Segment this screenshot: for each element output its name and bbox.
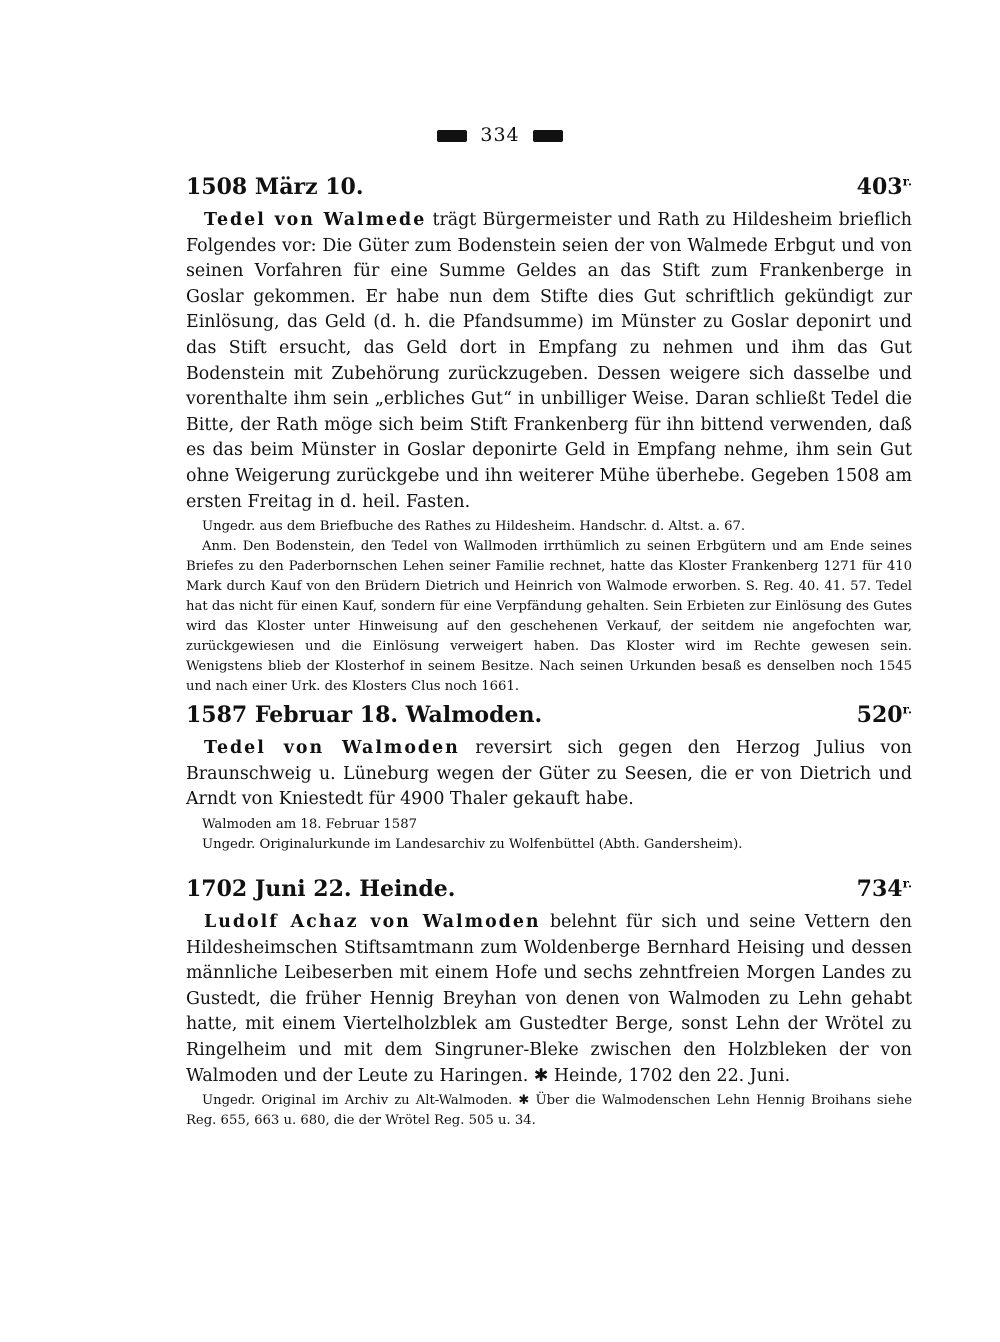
entry-date: 1702 Juni 22. Heinde. <box>186 876 456 902</box>
reg-number-value: 403 <box>856 174 903 200</box>
entry-heading <box>186 174 912 204</box>
regest-entry-403 <box>186 174 912 697</box>
reg-number-suffix: r. <box>902 876 912 891</box>
reg-number-value: 734 <box>856 876 903 902</box>
entry-text <box>186 910 912 1089</box>
entry-person: Ludolf Achaz von Walmoden <box>204 912 541 932</box>
entry-reg-number <box>857 174 912 200</box>
reg-number-suffix: r. <box>902 174 912 189</box>
entry-reg-number <box>857 876 912 902</box>
reg-number-suffix: r. <box>902 702 912 717</box>
entry-body: reversirt sich gegen den Herzog Julius von Braunschweig u. Lüneburg wegen der Güter zu Seesen, die er von Dietrich und Arndt von Kniestedt für 4900 Thaler gekauft habe. <box>186 738 912 810</box>
entry-date: 1508 März 10. <box>186 174 364 200</box>
page-number: 334 <box>480 124 520 146</box>
regest-entry-734 <box>186 876 912 1131</box>
entry-body: trägt Bürgermeister und Rath zu Hildesheim brieflich Folgendes vor: Die Güter zum Bodenstein seien der von Walmede Erbgut und von seinen Vorfahren für eine Summe Geldes an das Stift zum Frankenberge in Goslar gekommen. Er habe nun dem Stifte dies Gut schriftlich gekündigt zur Einlösung, das Geld (d. h. die Pfandsumme) im Münster zu Goslar deponirt und das Stift ersucht, das Geld dort in Empfang zu nehmen und ihm das Gut Bodenstein mit Zubehörung zurückzugeben. Dessen weigere sich dasselbe und vorenthalte ihm sein „erbliches Gut“ in unbilliger Weise. Daran schließt Tedel die Bitte, der Rath möge sich beim Stift Frankenberg für ihn bittend verwenden, daß es das beim Münster in Goslar deponirte Geld in Empfang nehme, ihm sein Gut ohne Weigerung zurückgebe und ihn weiterer Mühe überhebe. Gegeben 1508 am ersten Freitag in d. heil. Fasten. <box>186 210 912 512</box>
entry-text <box>186 208 912 515</box>
entry-body: belehnt für sich und seine Vettern den Hildesheimschen Stiftsamtmann zum Woldenberge Bernhard Heising und dessen männliche Leibeserben mit einem Hofe und sechs zehntfreien Morgen Landes zu Gustedt, die früher Hennig Breyhan von denen von Walmoden zu Lehn gehabt hatte, mit einem Viertelholzblek am Gustedter Berge, sonst Lehn der Wrötel zu Ringelheim und mit dem Singruner-Bleke zwischen den Holzbleken der von Walmoden und der Leute zu Haringen. ✱ Heinde, 1702 den 22. Juni. <box>186 912 912 1086</box>
ornament-right-icon <box>533 130 563 142</box>
entry-notes <box>186 1091 912 1131</box>
page-header <box>0 124 1000 146</box>
entry-heading <box>186 702 912 732</box>
note-source: Ungedr. aus dem Briefbuche des Rathes zu Hildesheim. Handschr. d. Altst. a. 67. <box>202 519 746 535</box>
entry-reg-number <box>857 702 912 728</box>
entry-notes <box>186 815 912 855</box>
entry-heading <box>186 876 912 906</box>
entry-text <box>186 736 912 813</box>
ornament-left-icon <box>437 130 467 142</box>
note-dateline: Walmoden am 18. Februar 1587 <box>202 816 417 832</box>
entry-notes <box>186 517 912 697</box>
entry-person: Tedel von Walmoden <box>204 738 460 758</box>
note-source: Ungedr. Original im Archiv zu Alt-Walmoden. ✱ Über die Walmodenschen Lehn Hennig Broihans siehe Reg. 655, 663 u. 680, die der Wrötel Reg. 505 u. 34. <box>186 1093 912 1129</box>
note-source: Ungedr. Originalurkunde im Landesarchiv zu Wolfenbüttel (Abth. Gandersheim). <box>202 836 743 852</box>
regest-entry-520 <box>186 702 912 855</box>
entry-person: Tedel von Walmede <box>204 210 427 230</box>
note-annotation: Anm. Den Bodenstein, den Tedel von Wallmoden irrthümlich zu seinen Erbgütern und am Ende seines Briefes zu den Paderbornschen Lehen seiner Familie rechnet, hatte das Kloster Frankenberg 1271 für 410 Mark durch Kauf von den Brüdern Dietrich und Heinrich von Walmode erworben. S. Reg. 40. 41. 57. Tedel hat das nicht für einen Kauf, sondern für eine Verpfändung gehalten. Sein Erbieten zur Einlösung des Gutes wird das Kloster unter Hinweisung auf den geschehenen Verkauf, der seitdem nie angefochten war, zurückgewiesen und die Einlösung verweigert haben. Das Kloster wird im Rechte gewesen sein. Wenigstens blieb der Klosterhof in seinem Besitze. Nach seinen Urkunden besaß es denselben noch 1545 und nach einer Urk. des Klosters Clus noch 1661. <box>186 539 912 695</box>
reg-number-value: 520 <box>856 702 903 728</box>
entry-date: 1587 Februar 18. Walmoden. <box>186 702 543 728</box>
